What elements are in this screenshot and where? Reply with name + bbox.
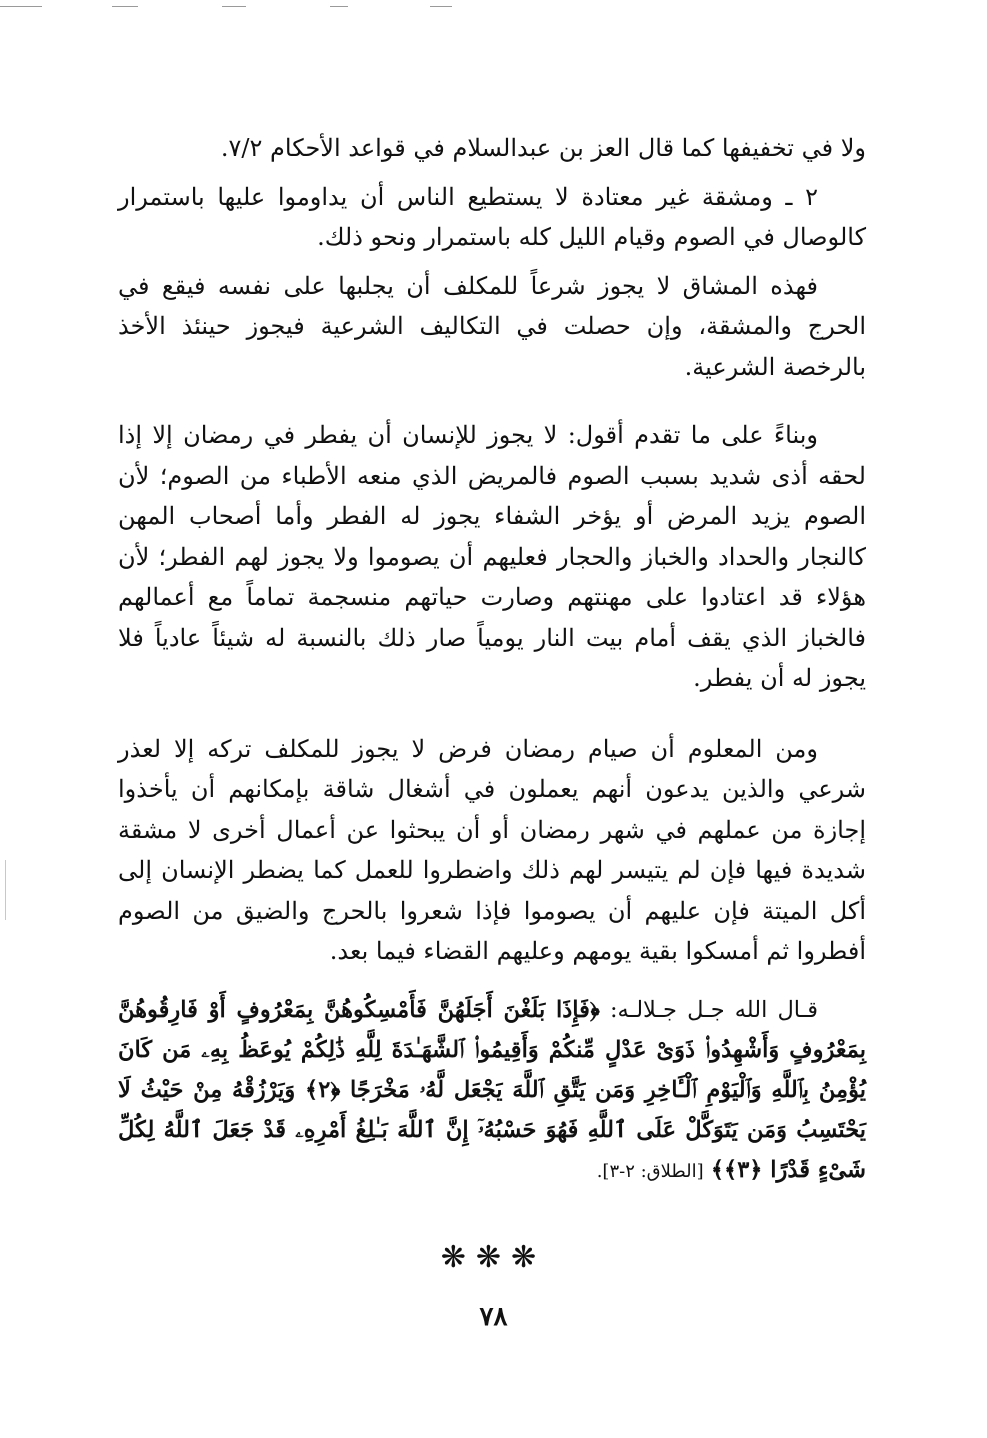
quran-verse: ﴿فَإِذَا بَلَغْنَ أَجَلَهُنَّ فَأَمْسِكُوهُنَّ بِمَعْرُوفٍ أَوْ فَارِقُوهُنَّ بِمَعْرُوفٍ وَأَشْهِدُوا۟ ذَوَىْ عَدْلٍ مِّنكُمْ وَأَقِيمُوا۟ ٱلشَّهَـٰدَةَ لِلَّهِ ذَٰلِكُمْ يُوعَظُ بِهِۦ مَن كَانَ يُؤْمِنُ بِٱللَّهِ وَٱلْيَوْمِ ٱلْـَٔاخِرِ وَمَن يَتَّقِ ٱللَّهَ يَجْعَل لَّهُۥ مَخْرَجًا ﴿٢﴾ وَيَرْزُقْهُ مِنْ حَيْثُ لَا يَحْتَسِبُ وَمَن يَتَوَكَّلْ عَلَى ٱللَّهِ فَهُوَ حَسْبُهُۥٓ إِنَّ ٱللَّهَ بَـٰلِغُ أَمْرِهِۦ قَدْ جَعَلَ ٱللَّهُ لِكُلِّ شَىْءٍ قَدْرًا ﴿٣﴾﴾	[118, 996, 866, 1183]
paragraph-2: ٢ ـ ومشقة غير معتادة لا يستطيع الناس أن يداوموا عليها باستمرار كالوصال في الصوم وقيام الليل كله باستمرار ونحو ذلك.	[118, 182, 866, 251]
quran-quote	[118, 990, 866, 1192]
section-separator: ❋❋❋	[440, 1240, 547, 1275]
quran-reference: [الطلاق: ٢-٣].	[596, 1160, 704, 1182]
quran-intro: قـال الله جـل جـلالـه:	[609, 996, 818, 1023]
paragraph-1: ولا في تخفيفها كما قال العز بن عبدالسلام في قواعد الأحكام ٧/٢.	[220, 134, 866, 162]
paragraph-5: ومن المعلوم أن صيام رمضان فرض لا يجوز للمكلف تركه إلا لعذر شرعي والذين يدعون أنهم يعملون في أشغال شاقة بإمكانهم أن يأخذوا إجازة من عملهم في شهر رمضان أو أن يبحثوا عن أعمال أخرى لا مشقة شديدة فيها فإن لم يتيسر لهم ذلك واضطروا للعمل كما يضطر الإنسان إلى أكل الميتة فإن عليهم أن يصوموا فإذا شعروا بالحرج والضيق من الصوم أفطروا ثم أمسكوا بقية يومهم وعليهم القضاء فيما بعد.	[118, 734, 866, 965]
page-body	[118, 128, 866, 1214]
paragraph-3: فهذه المشاق لا يجوز شرعاً للمكلف أن يجلبها على نفسه فيقع في الحرج والمشقة، وإن حصلت في التكاليف الشرعية فيجوز حينئذ الأخذ بالرخصة الشرعية.	[118, 271, 867, 381]
scan-margin-mark	[5, 860, 6, 920]
paragraph-4: وبناءً على ما تقدم أقول: لا يجوز للإنسان أن يفطر في رمضان إلا إذا لحقه أذى شديد بسبب الصوم فالمريض الذي منعه الأطباء من الصوم؛ لأن الصوم يزيد المرض أو يؤخر الشفاء يجوز له الفطر وأما أصحاب المهن كالنجار والحداد والخباز والحجار فعليهم أن يصوموا ولا يجوز لهم الفطر؛ لأن هؤلاء قد اعتادوا على مهنتهم وصارت حياتهم منسجمة تماماً مع أعمالهم فالخباز الذي يقف أمام بيت النار يومياً صار ذلك بالنسبة له شيئاً عادياً فلا يجوز له أن يفطر.	[118, 421, 866, 692]
page-number: ٧٨	[479, 1302, 508, 1332]
top-edge-marks	[0, 0, 987, 12]
